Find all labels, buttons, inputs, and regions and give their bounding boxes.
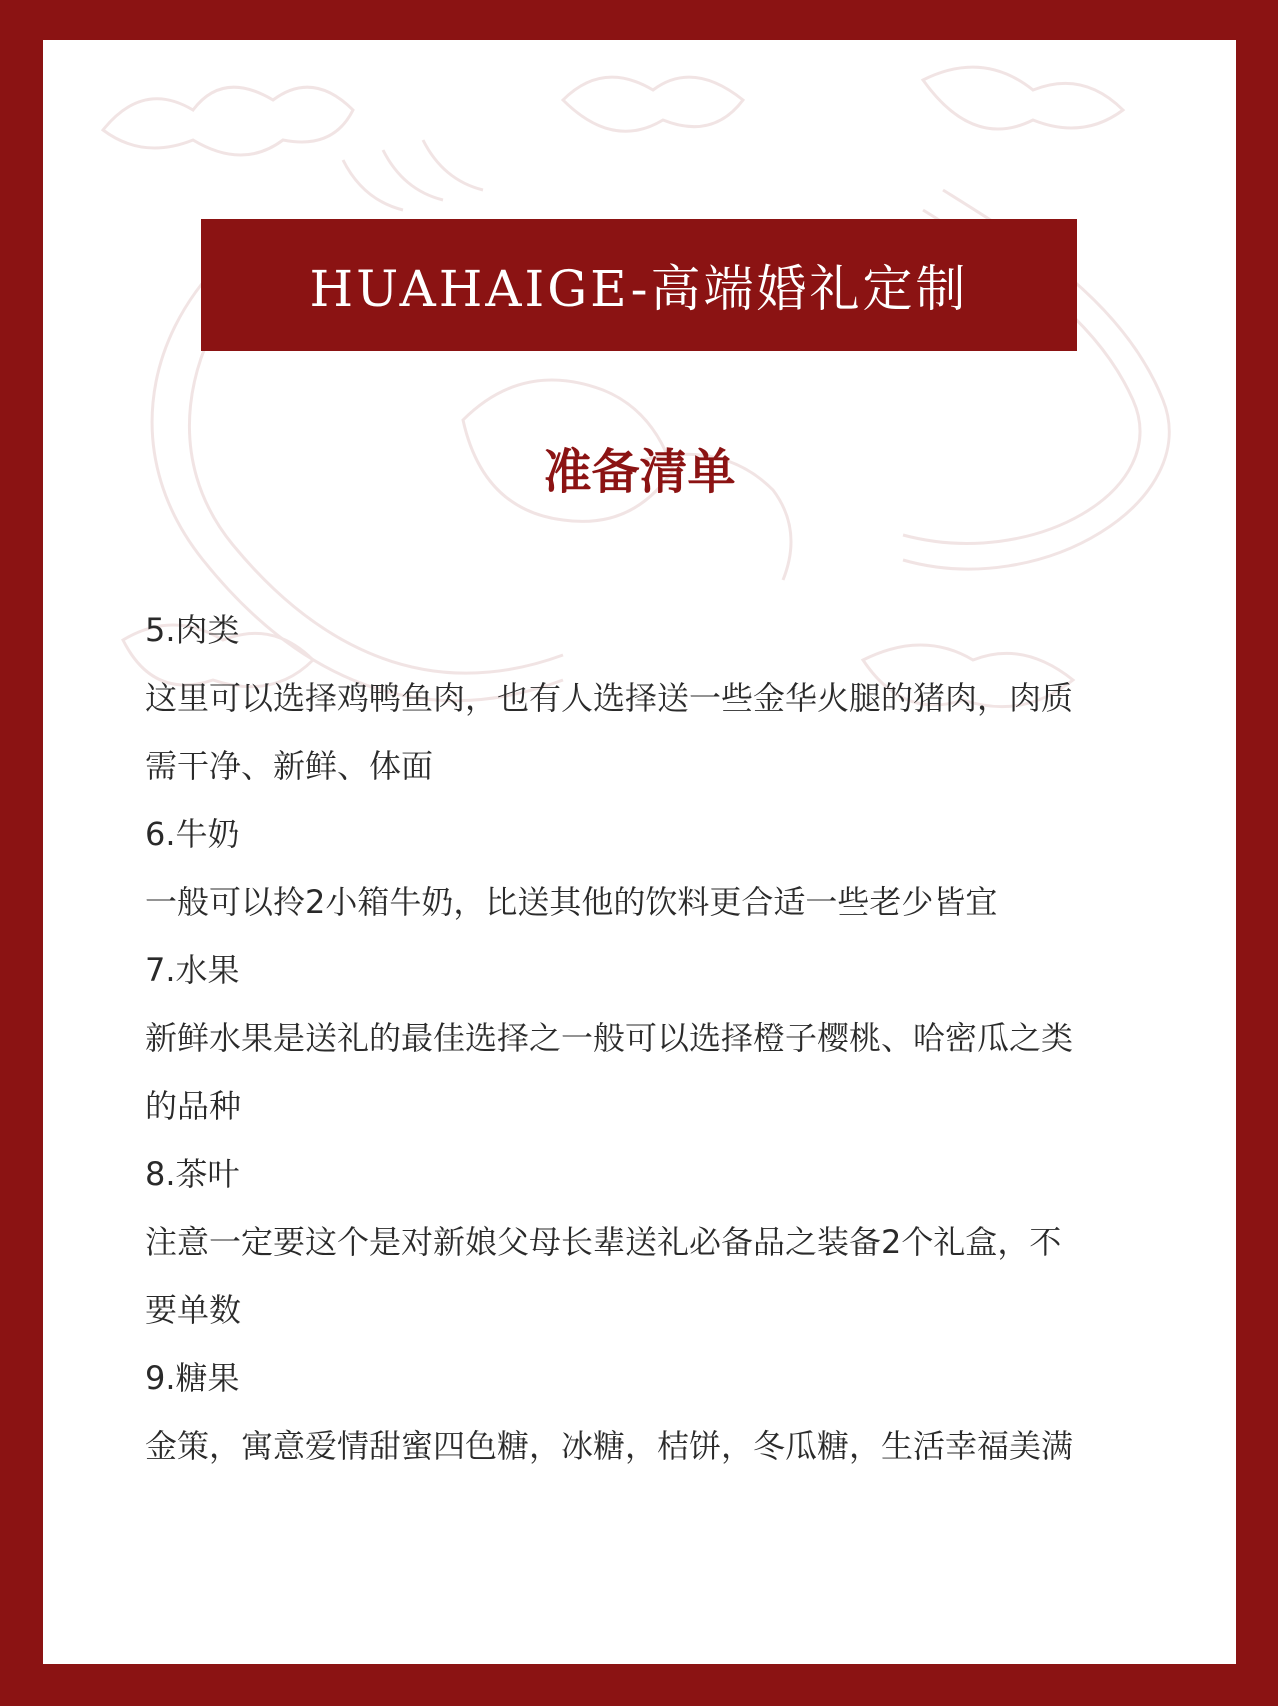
title-banner [201,219,1077,351]
item-heading: 7.水果 [145,951,240,989]
checklist-content [145,596,1145,1480]
item-text: 的品种 [145,1087,242,1125]
item-heading: 8.茶叶 [145,1155,240,1193]
item-text: 要单数 [145,1291,242,1329]
document-page [43,40,1236,1664]
item-text: 需干净、新鲜、体面 [145,747,434,785]
item-text: 注意一定要这个是对新娘父母长辈送礼必备品之装备2个礼盒，不 [145,1223,1062,1261]
item-heading: 5.肉类 [145,611,240,649]
item-text: 新鲜水果是送礼的最佳选择之一般可以选择橙子樱桃、哈密瓜之类 [145,1019,1074,1057]
item-text: 这里可以选择鸡鸭鱼肉，也有人选择送一些金华火腿的猪肉，肉质 [145,679,1074,717]
item-text: 金策，寓意爱情甜蜜四色糖，冰糖，桔饼，冬瓜糖，生活幸福美满 [145,1427,1074,1465]
item-heading: 9.糖果 [145,1359,240,1397]
item-heading: 6.牛奶 [145,815,240,853]
item-text: 一般可以拎2小箱牛奶，比送其他的饮料更合适一些老少皆宜 [145,883,998,921]
banner-title: HUAHAIGE-高端婚礼定制 [309,260,969,318]
section-title: 准备清单 [543,444,736,500]
